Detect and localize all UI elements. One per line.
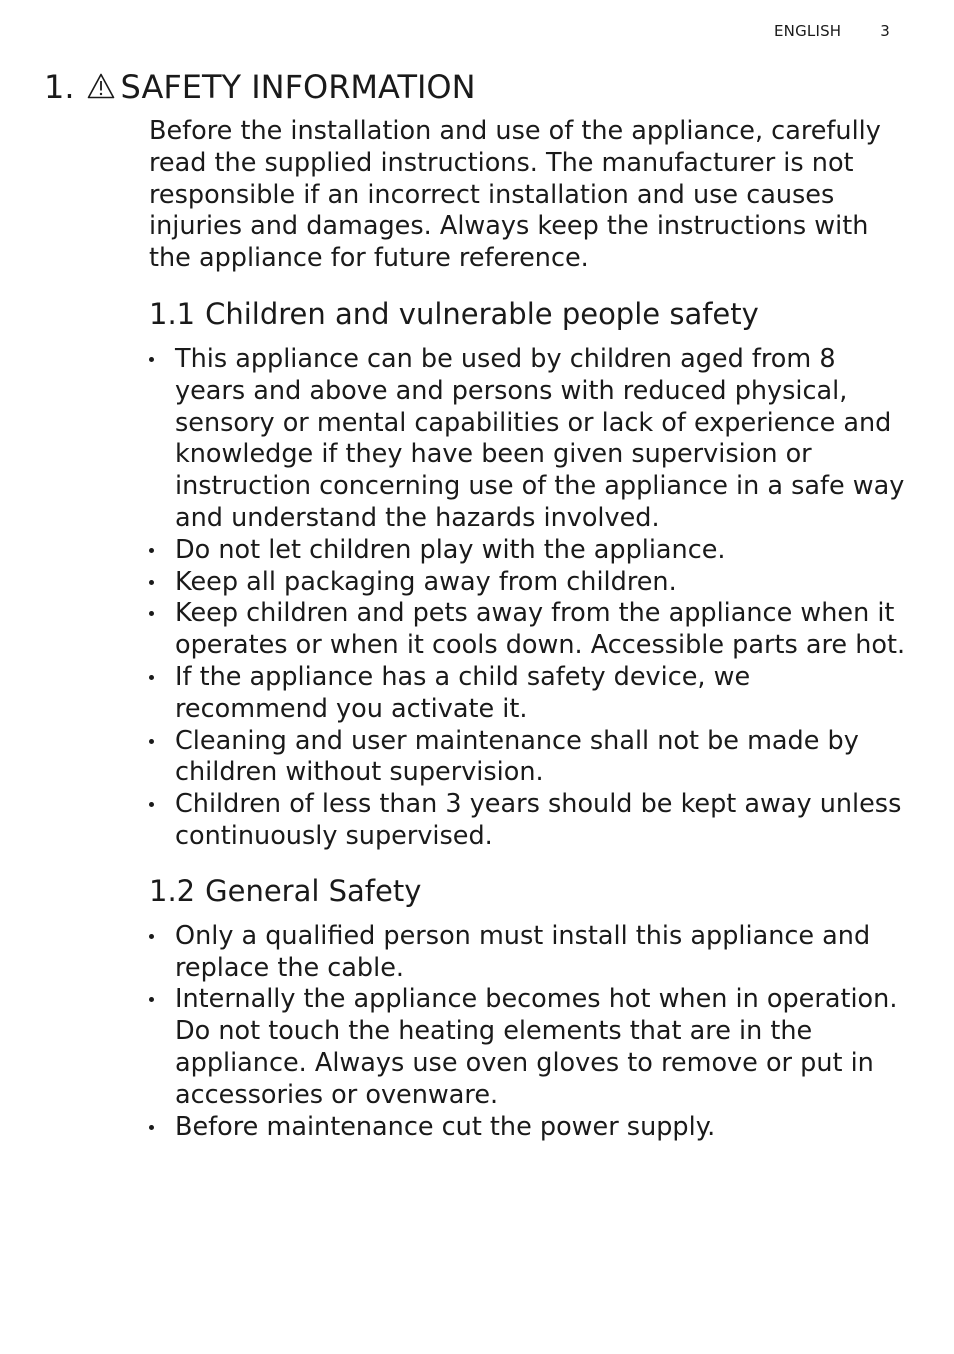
page-header xyxy=(774,22,890,40)
warning-triangle-icon xyxy=(87,65,115,91)
language-label: ENGLISH xyxy=(773,22,842,40)
subsection-title-general xyxy=(149,871,909,911)
list-item-text: Children of less than 3 years should be kept away unless continuously supervised. xyxy=(175,789,902,851)
page-content xyxy=(149,116,909,1143)
list-item xyxy=(149,921,909,985)
bullet-icon xyxy=(149,675,154,680)
subsection-title-text: General Safety xyxy=(205,873,422,908)
subsection-title-children xyxy=(149,294,909,334)
list-item xyxy=(149,535,909,567)
intro-paragraph: Before the installation and use of the appliance, carefully read the supplied instructions. The manufacturer is not responsible if an incorrect installation and use causes injuries and damages. Always keep the instructions with the appliance for future reference. xyxy=(149,116,881,274)
list-item-text: If the appliance has a child safety device, we recommend you activate it. xyxy=(175,661,751,724)
list-item xyxy=(149,598,909,662)
list-item-text: Only a qualified person must install this appliance and replace the cable. xyxy=(175,920,871,983)
section-title-text: SAFETY INFORMATION xyxy=(120,68,476,106)
section-number: 1. xyxy=(44,68,75,106)
bullet-icon xyxy=(149,739,154,744)
bullet-icon xyxy=(149,934,154,939)
section-title xyxy=(44,64,476,110)
list-item-text: Cleaning and user maintenance shall not be made by children without supervision. xyxy=(175,725,859,788)
general-safety-list xyxy=(149,921,909,1144)
list-item xyxy=(149,662,909,726)
list-item xyxy=(149,344,909,535)
page-number: 3 xyxy=(880,22,890,40)
bullet-icon xyxy=(149,548,154,553)
list-item xyxy=(149,984,909,1111)
list-item xyxy=(149,567,909,599)
subsection-number: 1.2 xyxy=(149,873,196,908)
bullet-icon xyxy=(149,580,154,585)
list-item-text: Internally the appliance becomes hot when in operation. Do not touch the heating elements that are in the appliance. Always use oven gloves to remove or put in accessories or ovenware. xyxy=(175,984,898,1110)
list-item-text: Do not let children play with the appliance. xyxy=(175,534,726,565)
children-safety-list xyxy=(149,344,909,853)
bullet-icon xyxy=(149,802,154,807)
subsection-number: 1.1 xyxy=(149,296,196,331)
list-item-text: Keep children and pets away from the appliance when it operates or when it cools down. Accessible parts are hot. xyxy=(175,598,906,661)
subsection-title-text: Children and vulnerable people safety xyxy=(205,296,759,331)
list-item-text: This appliance can be used by children aged from 8 years and above and persons with reduced physical, sensory or mental capabilities or lack of experience and knowledge if they have been given supervision or instruction concerning use of the appliance in a safe way and understand the hazards involved. xyxy=(175,343,905,533)
bullet-icon xyxy=(149,357,154,362)
list-item xyxy=(149,789,909,853)
list-item-text: Keep all packaging away from children. xyxy=(175,566,677,597)
list-item xyxy=(149,1112,909,1144)
bullet-icon xyxy=(149,1125,154,1130)
list-item xyxy=(149,726,909,790)
list-item-text: Before maintenance cut the power supply. xyxy=(175,1111,716,1142)
bullet-icon xyxy=(149,611,154,616)
bullet-icon xyxy=(149,997,154,1002)
